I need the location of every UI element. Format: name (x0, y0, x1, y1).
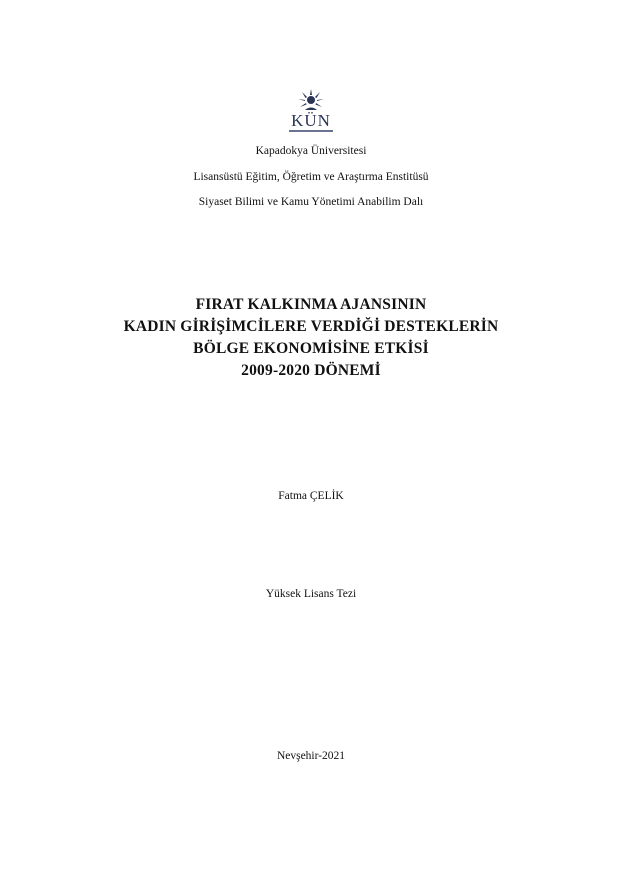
place-date: Nevşehir-2021 (276, 750, 346, 762)
thesis-title-line: KADIN GİRİŞİMCİLERE VERDİĞİ DESTEKLERİN (123, 318, 499, 335)
thesis-title-line: BÖLGE EKONOMİSİNE ETKİSİ (193, 340, 429, 357)
university-crest-icon (296, 88, 326, 112)
department-name: Siyaset Bilimi ve Kamu Yönetimi Anabilim Dalı (198, 196, 424, 208)
logo-text: KÜN (291, 111, 331, 130)
institute-name: Lisansüstü Eğitim, Öğretim ve Araştırma Enstitüsü (193, 171, 429, 183)
logo-subline (289, 130, 333, 132)
thesis-title-line: FIRAT KALKINMA AJANSININ (195, 296, 427, 313)
university-name: Kapadokya Üniversitesi (255, 145, 367, 157)
thesis-type: Yüksek Lisans Tezi (265, 588, 357, 600)
author-name: Fatma ÇELİK (278, 490, 344, 502)
university-logo (281, 88, 341, 134)
thesis-title-line: 2009-2020 DÖNEMİ (241, 362, 381, 379)
